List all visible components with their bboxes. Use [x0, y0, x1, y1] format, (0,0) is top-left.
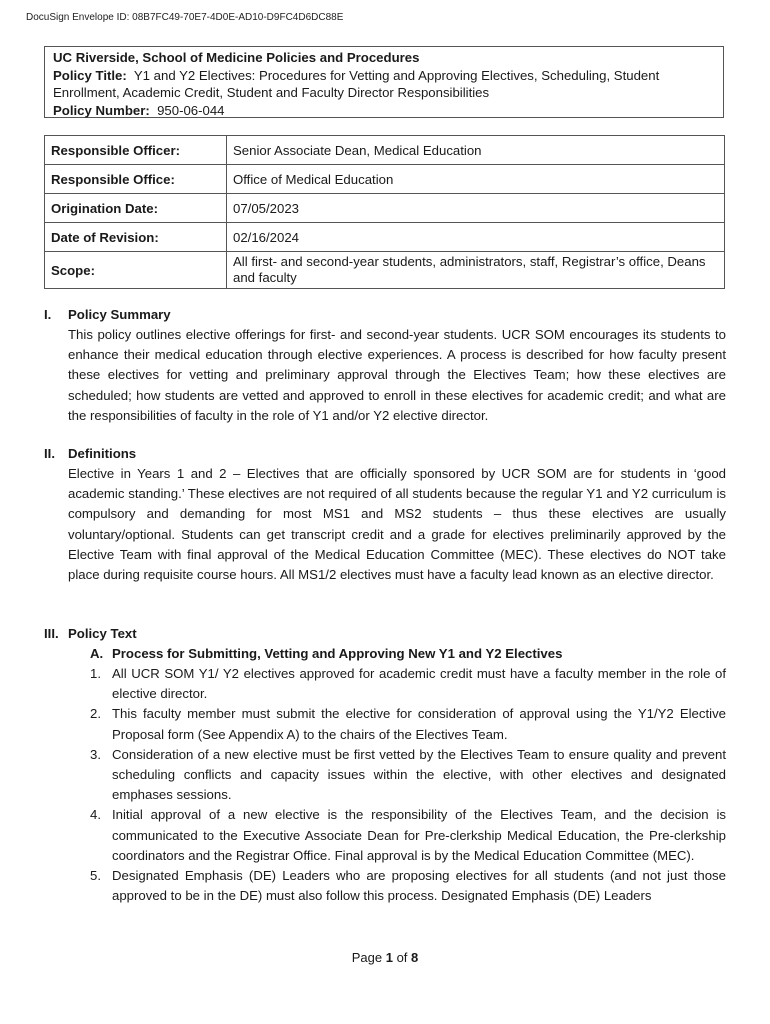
policy-title: Y1 and Y2 Electives: Procedures for Vetting and Approving Electives, Scheduling, Student Enrollment, Academic Credit, Student and Faculty Director Responsibilities	[53, 67, 660, 100]
origination-date-value: 07/05/2023	[227, 194, 725, 223]
numbered-list	[90, 664, 726, 906]
responsible-officer-label: Responsible Officer:	[45, 136, 227, 165]
policy-number-line	[53, 102, 715, 120]
list-item: 2. This faculty member must submit the elective for consideration of approval using the Y1/Y2 Elective Proposal form (See Appendix A) to the chairs of the Electives Team.	[90, 706, 726, 742]
table-row	[45, 136, 725, 165]
policy-metadata-table	[44, 135, 725, 289]
policy-number-label: Policy Number:	[53, 102, 150, 118]
table-row	[45, 252, 725, 289]
policy-header-box	[44, 46, 724, 118]
section-heading: III. Policy Text	[44, 626, 137, 641]
list-item: 4. Initial approval of a new elective is the responsibility of the Electives Team, and the decision is communicated to the Executive Associate Dean for Pre-clerkship Medical Education, the Pre-clerkship coordinators and the Registrar Office. Final approval is by the Medical Education Committee (MEC).	[90, 807, 726, 863]
section-policy-summary	[44, 305, 726, 426]
table-row	[45, 223, 725, 252]
origination-date-label: Origination Date:	[45, 194, 227, 223]
subsection-heading: A. Process for Submitting, Vetting and Approving New Y1 and Y2 Electives	[90, 646, 563, 661]
docusign-envelope-id: DocuSign Envelope ID: 08B7FC49-70E7-4D0E-AD10-D9FC4D6DC88E	[26, 12, 344, 23]
policy-number: 950-06-044	[157, 102, 225, 118]
page-footer: Page 1 of 8	[351, 950, 419, 965]
list-item: 3. Consideration of a new elective must be first vetted by the Electives Team to ensure quality and prevent scheduling conflicts and capacity issues within the elective, with other electives and designated emphases sessions.	[90, 746, 726, 803]
section-heading: II. Definitions	[44, 446, 137, 461]
section-heading: I. Policy Summary	[44, 307, 171, 322]
table-row	[45, 194, 725, 223]
scope-value: All first- and second-year students, administrators, staff, Registrar’s office, Deans and faculty	[227, 252, 725, 289]
section-definitions	[44, 444, 726, 585]
revision-date-value: 02/16/2024	[227, 223, 725, 252]
current-page: 1	[385, 950, 393, 965]
total-pages: 8	[411, 950, 419, 965]
responsible-office-value: Office of Medical Education	[227, 165, 725, 194]
policy-title-line	[53, 67, 715, 102]
revision-date-label: Date of Revision:	[45, 223, 227, 252]
policy-title-label: Policy Title:	[53, 67, 127, 83]
responsible-officer-value: Senior Associate Dean, Medical Education	[227, 136, 725, 165]
section-policy-text	[44, 624, 726, 906]
scope-label: Scope:	[45, 252, 227, 289]
table-row	[45, 165, 725, 194]
definitions-text: Elective in Years 1 and 2 – Electives that are officially sponsored by UCR SOM are for students in ‘good academic standing.’ These electives are not required of all students because the regular Y1 and Y2 curriculum is compulsory and demanding for most MS1 and MS2 students – thus these electives are usually voluntary/optional. Students can get transcript credit and a grade for electives preliminarily approved by the Elective Team with final approval of the Medical Education Committee (MEC). These electives do NOT take place during requisite course hours. All MS1/2 electives must have a faculty lead known as an elective director.	[68, 466, 726, 583]
list-item: 5. Designated Emphasis (DE) Leaders who are proposing electives for all students (and not just those approved to be in the DE) must also follow this process. Designated Emphasis (DE) Leaders	[90, 868, 726, 904]
responsible-office-label: Responsible Office:	[45, 165, 227, 194]
list-item: 1. All UCR SOM Y1/ Y2 electives approved for academic credit must have a faculty member in the role of elective director.	[90, 666, 726, 702]
institution-title: UC Riverside, School of Medicine Policies and Procedures	[53, 50, 420, 65]
policy-summary-text: This policy outlines elective offerings for first- and second-year students. UCR SOM encourages its students to enhance their medical education through elective experiences. A process is described for how faculty present these electives for vetting and preliminary approval through the Electives Team; how these electives are scheduled; how students are vetted and approved to enroll in these electives for academic credit; and what are the responsibilities of faculty in the role of Y1 and/or Y2 elective director.	[68, 327, 726, 423]
